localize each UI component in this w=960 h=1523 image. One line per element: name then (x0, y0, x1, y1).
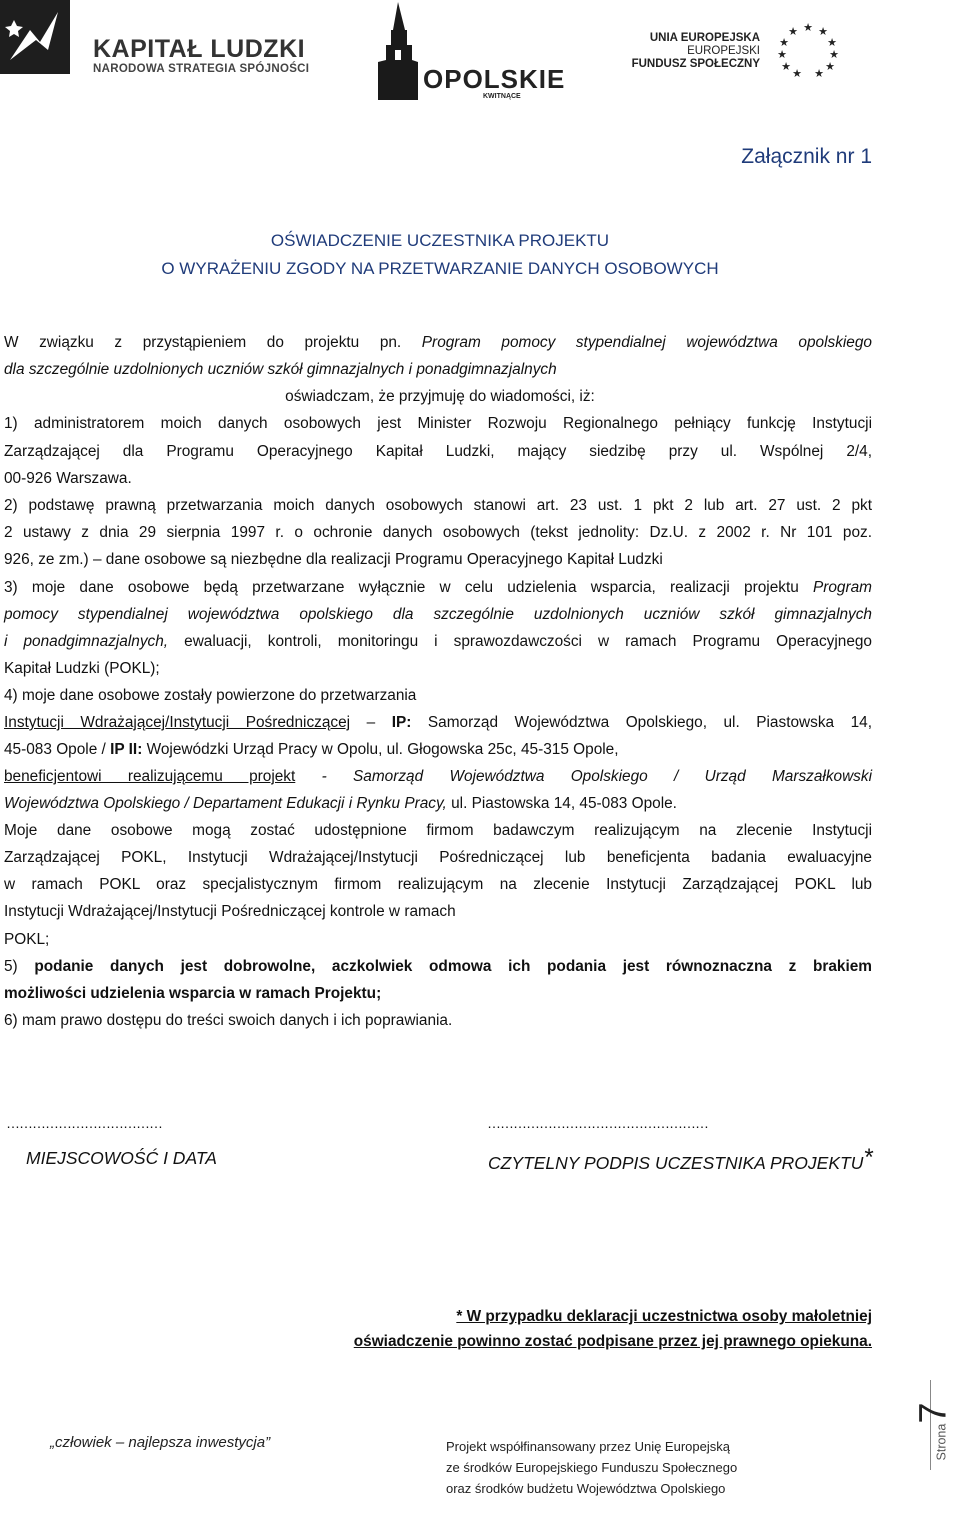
sharing-line-1: Moje dane osobowe mogą zostać udostępnione firmom badawczym realizującym na zlecenie Instytucji (4, 822, 872, 839)
footer-slogan: „człowiek – najlepsza inwestycja” (50, 1434, 271, 1451)
sharing-line-3: w ramach POKL oraz specjalistycznym firmom realizującym na zlecenie Instytucji Zarządzającej POKL lub (4, 876, 872, 893)
svg-text:★: ★ (825, 60, 835, 73)
point-2-line-3: 926, ze zm.) – dane osobowe są niezbędne dla realizacji Programu Operacyjnego Kapitał Ludzki (4, 551, 663, 568)
point-3-line-2: pomocy stypendialnej województwa opolskiego dla szczególnie uzdolnionych uczniów szkół gimnazjalnych (4, 606, 872, 623)
svg-text:★: ★ (777, 48, 787, 61)
sharing-line-5: POKL; (4, 931, 50, 948)
footer-cofinancing (446, 1436, 737, 1499)
intro-line-2: dla szczególnie uzdolnionych uczniów szkół gimnazjalnych i ponadgimnazjalnych (4, 361, 557, 378)
point-1-line-3: 00-926 Warszawa. (4, 470, 132, 487)
document-title-line-1: OŚWIADCZENIE UCZESTNIKA PROJEKTU (270, 231, 610, 250)
sharing-line-4: Instytucji Wdrażającej/Instytucji Pośredniczącej kontrole w ramach (4, 903, 456, 920)
point-4-line-4: beneficjentowi realizującemu projekt - Samorząd Województwa Opolskiego / Urząd Marszałkowski (4, 768, 872, 785)
opolskie-title: OPOLSKIE (423, 64, 566, 94)
eu-line-3: FUNDUSZ SPOŁECZNY (631, 58, 760, 70)
point-5-line-1: 5) podanie danych jest dobrowolne, aczkolwiek odmowa ich podania jest równoznaczna z brakiem (4, 958, 872, 975)
document-title-line-2: O WYRAŻENIU ZGODY NA PRZETWARZANIE DANYCH OSOBOWYCH (161, 259, 719, 278)
point-4-line-2: Instytucji Wdrażającej/Instytucji Pośredniczącej – IP: Samorząd Województwa Opolskiego, ul. Piastowska 14, (4, 714, 872, 731)
point-2-line-2: 2 ustawy z dnia 29 sierpnia 1997 r. o ochronie danych osobowych (tekst jednolity: Dz.U. z 2002 r. Nr 101 poz. (4, 524, 872, 541)
eu-line-1: UNIA EUROPEJSKA (649, 32, 760, 44)
eu-flag-icon (775, 21, 841, 79)
svg-text:★: ★ (814, 67, 824, 79)
kapital-ludzki-logo-icon (0, 0, 70, 74)
svg-text:★: ★ (779, 36, 789, 49)
kapital-ludzki-subtitle: NARODOWA STRATEGIA SPÓJNOŚCI (93, 63, 310, 75)
point-4-line-3: 45-083 Opole / IP II: Wojewódzki Urząd Pracy w Opolu, ul. Głogowska 25c, 45-315 Opole, (4, 741, 619, 758)
footnote-line-1: * W przypadku deklaracji uczestnictwa osoby małoletniej (456, 1308, 872, 1325)
footer-line-1: Projekt współfinansowany przez Unię Europejską (446, 1439, 730, 1454)
point-4-line-5: Województwa Opolskiego / Departament Edukacji i Rynku Pracy, ul. Piastowska 14, 45-083 Opole. (4, 795, 677, 812)
footnote-line-2: oświadczenie powinno zostać podpisane przez jej prawnego opiekuna. (353, 1333, 872, 1350)
place-date-dots: ……………………………… (6, 1115, 162, 1131)
point-3-line-1: 3) moje dane osobowe będą przetwarzane wyłącznie w celu udzielenia wsparcia, realizacji projektu Program (4, 579, 872, 596)
svg-text:★: ★ (803, 21, 813, 34)
footer-line-2: ze środków Europejskiego Funduszu Społecznego (446, 1460, 738, 1475)
opolskie-tower-icon (360, 0, 430, 100)
kapital-ludzki-title: KAPITAŁ LUDZKI (93, 35, 306, 63)
opolskie-subtitle: KWITNĄCE (483, 93, 521, 100)
point-3-line-4: Kapitał Ludzki (POKL); (4, 660, 160, 677)
page-number-box (912, 1380, 960, 1470)
signature-dots: …………………………………………… (487, 1115, 708, 1131)
point-5-line-2: możliwości udzielenia wsparcia w ramach Projektu; (4, 985, 382, 1002)
point-1-line-2: Zarządzającej dla Programu Operacyjnego Kapitał Ludzki, mający siedzibę przy ul. Wspólnej 2/4, (4, 443, 872, 460)
attachment-label: Załącznik nr 1 (741, 145, 872, 168)
sharing-line-2: Zarządzającej POKL, Instytucji Wdrażającej/Instytucji Pośredniczącej lub beneficjenta badania ewaluacyjne (4, 849, 872, 866)
svg-text:★: ★ (818, 25, 828, 38)
page-number: Strona7 (912, 1402, 955, 1461)
svg-text:★: ★ (781, 60, 791, 73)
point-4-line-1: 4) moje dane osobowe zostały powierzone do przetwarzania (4, 687, 417, 704)
svg-text:★: ★ (792, 67, 802, 79)
footer-line-3: oraz środków budżetu Województwa Opolskiego (446, 1481, 726, 1496)
point-1-line-1: 1) administratorem moich danych osobowych jest Minister Rozwoju Regionalnego pełniący funkcję Instytucji (4, 415, 872, 432)
signature-label: CZYTELNY PODPIS UCZESTNIKA PROJEKTU* (488, 1144, 873, 1173)
point-6: 6) mam prawo dostępu do treści swoich danych i ich poprawiania. (4, 1012, 453, 1029)
point-2-line-1: 2) podstawę prawną przetwarzania moich danych osobowych stanowi art. 23 ust. 1 pkt 2 lub art. 27 ust. 2 pkt (4, 497, 872, 514)
place-date-label: MIEJSCOWOŚĆ I DATA (26, 1148, 217, 1168)
intro-declaration: oświadczam, że przyjmuję do wiadomości, iż: (285, 388, 595, 405)
svg-text:★: ★ (827, 36, 837, 49)
point-3-line-3: i ponadgimnazjalnych, ewaluacji, kontroli, monitoringu i sprawozdawczości w ramach Programu Operacyjnego (4, 633, 872, 650)
svg-text:★: ★ (829, 48, 839, 61)
intro-line-1: W związku z przystąpieniem do projektu pn. Program pomocy stypendialnej województwa opolskiego (4, 334, 872, 351)
eu-line-2: EUROPEJSKI (687, 45, 760, 57)
svg-text:★: ★ (788, 25, 798, 38)
